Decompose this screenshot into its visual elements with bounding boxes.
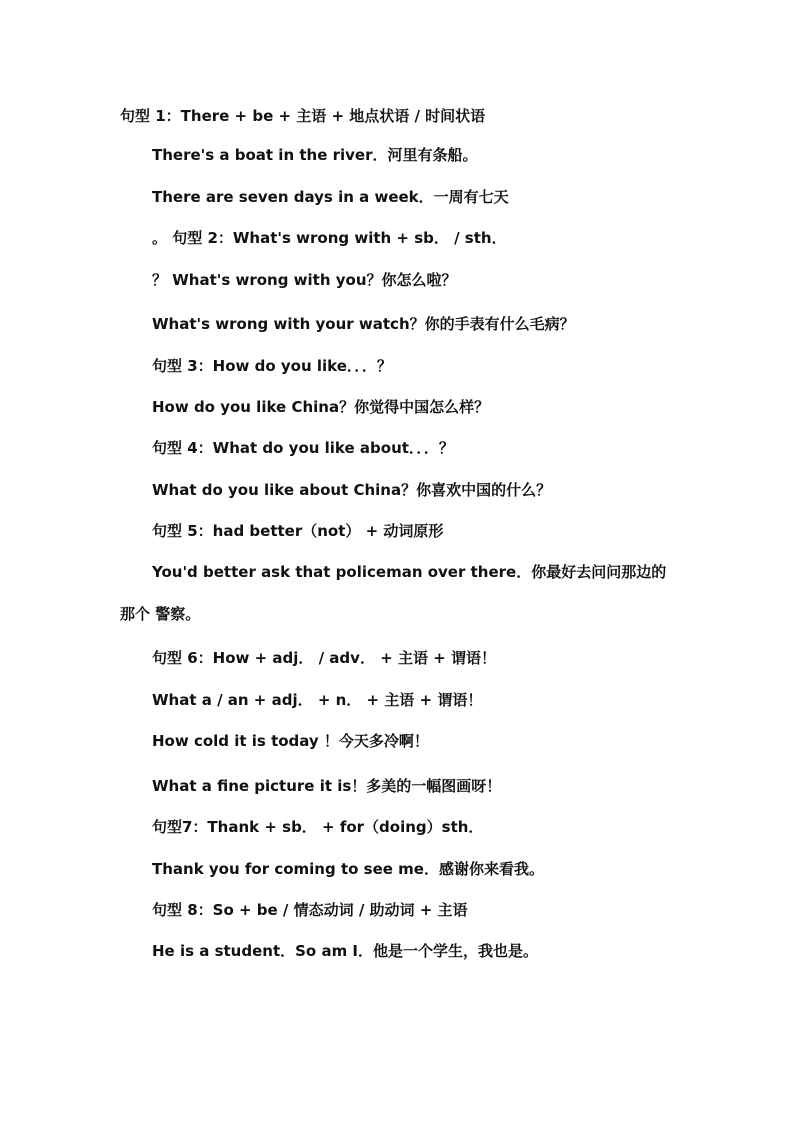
pattern-8-example: He is a student．So am I．他是一个学生，我也是。 — [152, 942, 539, 960]
pattern-2-example-1: ？ What's wrong with you？你怎么啦？ — [152, 271, 457, 289]
pattern-3-example: How do you like China？你觉得中国怎么样？ — [152, 398, 490, 416]
pattern-8-heading: 句型 8：So + be / 情态动词 / 助动词 + 主语 — [152, 901, 468, 919]
pattern-5-heading: 句型 5：had better（not） + 动词原形 — [152, 522, 444, 540]
pattern-2-heading: 。 句型 2：What's wrong with + sb． / sth． — [152, 229, 507, 247]
pattern-5-example-continued: 那个 警察。 — [120, 605, 201, 623]
pattern-4-heading: 句型 4：What do you like about．．．？ — [152, 439, 454, 457]
pattern-1-example-2: There are seven days in a week．一周有七天 — [152, 188, 509, 206]
pattern-1-heading: 句型 1：There + be + 主语 + 地点状语 / 时间状语 — [120, 107, 486, 125]
pattern-6-subheading: What a / an + adj． + n． + 主语 + 谓语！ — [152, 691, 483, 709]
pattern-7-heading: 句型7：Thank + sb． + for（doing）sth． — [152, 818, 484, 836]
pattern-1-example-1: There's a boat in the river．河里有条船。 — [152, 146, 478, 164]
pattern-6-heading: 句型 6：How + adj． / adv． + 主语 + 谓语！ — [152, 649, 496, 667]
pattern-7-example: Thank you for coming to see me．感谢你来看我。 — [152, 860, 544, 878]
pattern-2-example-2: What's wrong with your watch？你的手表有什么毛病？ — [152, 315, 575, 333]
pattern-6-example-1: How cold it is today ！今天多冷啊！ — [152, 732, 429, 750]
pattern-6-example-2: What a fine picture it is！多美的一幅图画呀！ — [152, 777, 502, 795]
pattern-4-example: What do you like about China？你喜欢中国的什么？ — [152, 481, 552, 499]
pattern-5-example: You'd better ask that policeman over there．你最好去问问那边的 — [152, 563, 667, 581]
pattern-3-heading: 句型 3：How do you like．．．？ — [152, 357, 392, 375]
